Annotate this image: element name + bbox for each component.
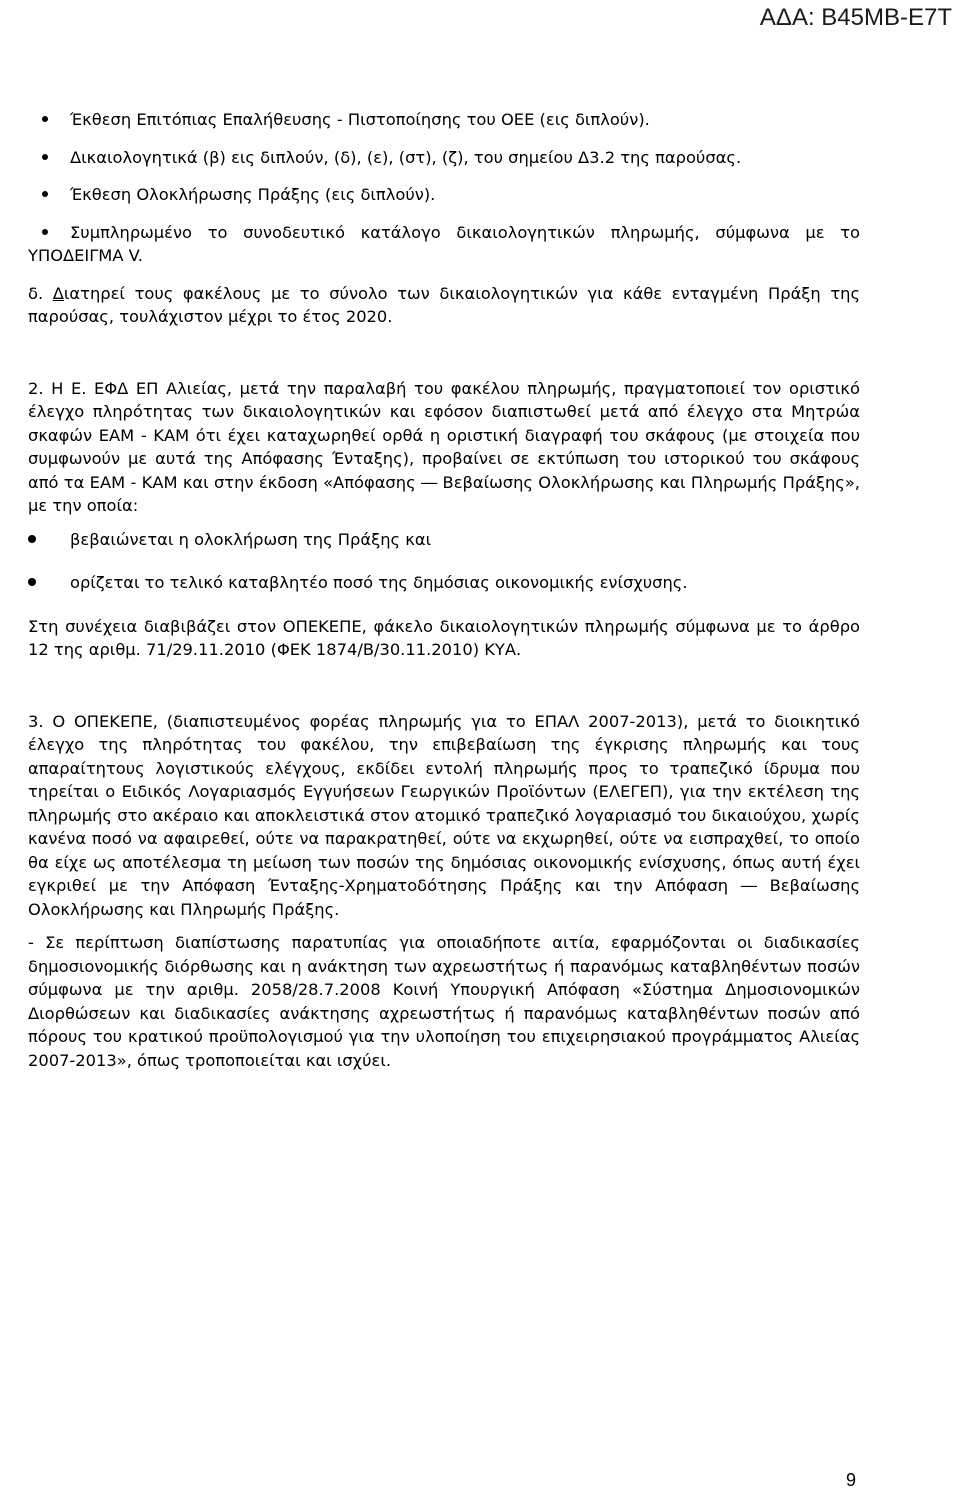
list-item: ορίζεται το τελικό καταβλητέο ποσό της δημόσιας οικονομικής ενίσχυσης. [28,571,860,595]
list-item: Δικαιολογητικά (β) εις διπλούν, (δ), (ε), (στ), (ζ), του σημείου Δ3.2 της παρούσας. [28,146,860,170]
page-number: 9 [845,1470,856,1490]
mid-bullet-list [28,528,860,595]
list-item: Συμπληρωμένο το συνοδευτικό κατάλογο δικαιολογητικών πληρωμής, σύμφωνα με το ΥΠΟΔΕΙΓΜΑ V. [28,221,860,268]
paragraph-d-prefix: δ. [28,283,53,303]
document-body [28,108,860,1072]
paragraph-d-underlined: Δ [52,283,64,303]
list-item: βεβαιώνεται η ολοκλήρωση της Πράξης και [28,528,860,552]
paragraph-d [28,282,860,329]
paragraph-3: 3. Ο ΟΠΕΚΕΠΕ, (διαπιστευμένος φορέας πληρωμής για το ΕΠΑΛ 2007-2013), μετά το διοικητικό έλεγχο της πληρότητας του φακέλου, την επιβεβαίωση της έγκρισης πληρωμής και τους απαραίτητους λογιστικούς ελέγχους, εκδίδει εντολή πληρωμής προς το τραπεζικό ίδρυμα που τηρείται ο Ειδικός Λογαριασμός Εγγυήσεων Γεωργικών Προϊόντων (ΕΛΕΓΕΠ), για την εκτέλεση της πληρωμής στο ακέραιο και αποκλειστικά στον ατομικό τραπεζικό λογαριασμό του δικαιούχου, χωρίς κανένα ποσό να αφαιρεθεί, ούτε να παρακρατηθεί, ούτε να εκχωρηθεί, ούτε να εισπραχθεί, το οποίο θα είχε ως αποτέλεσμα τη μείωση των ποσών της δημόσιας οικονομικής ενίσχυσης, όπως αυτή έχει εγκριθεί με την Απόφαση Ένταξης-Χρηματοδότησης Πράξης και την Απόφαση ― Βεβαίωσης Ολοκλήρωσης και Πληρωμής Πράξης. [28,711,860,919]
paragraph-d-text: ιατηρεί τους φακέλους με το σύνολο των δικαιολογητικών για κάθε ενταγμένη Πράξη της παρούσας, τουλάχιστον μέχρι το έτος 2020. [28,283,861,326]
paragraph-2b: Στη συνέχεια διαβιβάζει στον ΟΠΕΚΕΠΕ, φάκελο δικαιολογητικών πληρωμής σύμφωνα με το άρθρο 12 της αριθμ. 71/29.11.2010 (ΦΕΚ 1874/Β/30.11.2010) ΚΥΑ. [28,616,860,659]
ada-code: ΑΔΑ: Β45ΜΒ-Ε7Τ [759,4,952,31]
paragraph-4: - Σε περίπτωση διαπίστωσης παρατυπίας για οποιαδήποτε αιτία, εφαρμόζονται οι διαδικασίες δημοσιονομικής διόρθωσης και η ανάκτηση των αχρεωστήτως ή παρανόμως καταβληθέντων ποσών σύμφωνα με την αριθμ. 2058/28.7.2008 Κοινή Υπουργική Απόφαση «Σύστημα Δημοσιονομικών Διορθώσεων και διαδικασίες ανάκτησης αχρεωστήτως ή παρανόμως καταβληθέντων ποσών από πόρους του κρατικού προϋπολογισμού για την υλοποίηση του επιχειρησιακού προγράμματος Αλιείας 2007-2013», όπως τροποποιείται και ισχύει. [28,933,860,1070]
top-bullet-list [28,108,860,268]
list-item: Έκθεση Επιτόπιας Επαλήθευσης - Πιστοποίησης του ΟΕΕ (εις διπλούν). [28,108,860,132]
list-item: Έκθεση Ολοκλήρωσης Πράξης (εις διπλούν). [28,183,860,207]
paragraph-2: 2. Η Ε. ΕΦΔ ΕΠ Αλιείας, μετά την παραλαβή του φακέλου πληρωμής, πραγματοποιεί τον οριστικό έλεγχο πληρότητας των δικαιολογητικών και εφόσον διαπιστωθεί μετά από έλεγχο στα Μητρώα σκαφών ΕΑΜ - ΚΑΜ ότι έχει καταχωρηθεί ορθά η οριστική διαγραφή του σκάφους (με στοιχεία που συμφωνούν με αυτά της Απόφασης Ένταξης), προβαίνει σε εκτύπωση του ιστορικού του σκάφους από τα ΕΑΜ - ΚΑΜ και στην έκδοση «Απόφασης ― Βεβαίωσης Ολοκλήρωσης και Πληρωμής Πράξης», με την οποία: [28,378,860,515]
